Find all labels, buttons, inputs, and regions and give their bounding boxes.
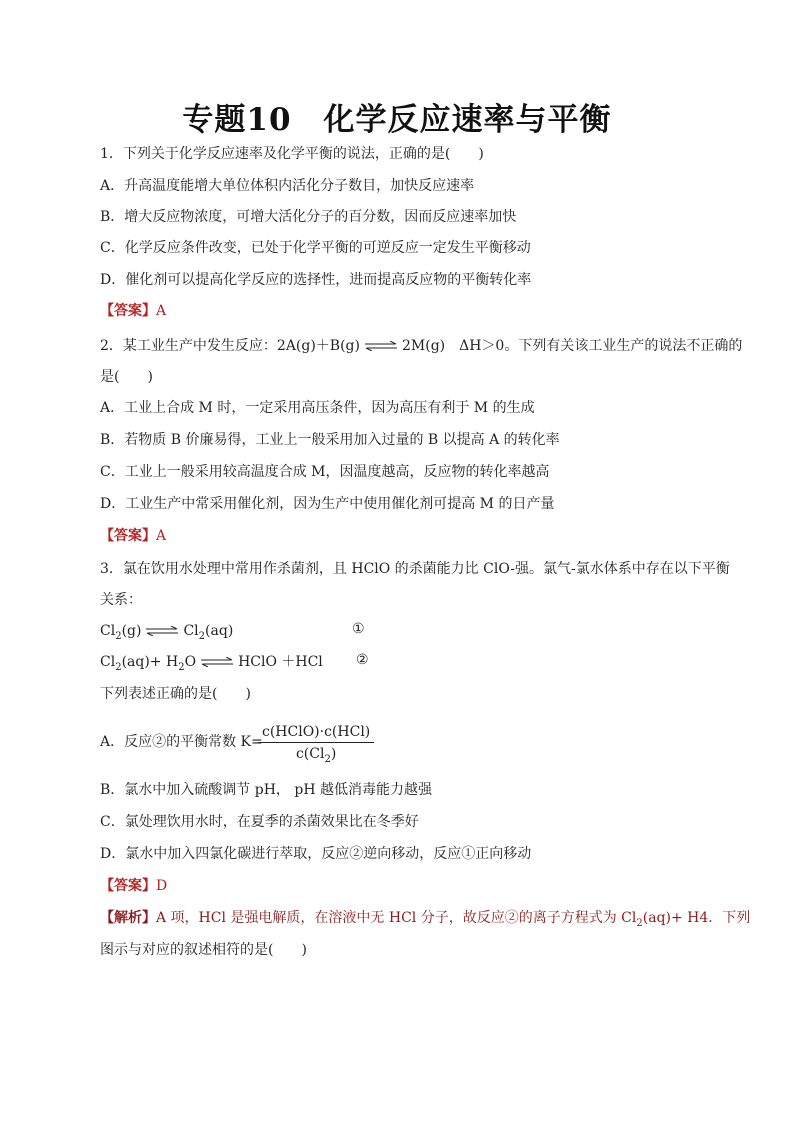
eq1-right-sub: 2 xyxy=(198,630,206,642)
q3-option-a: A．反应②的平衡常数 K= xyxy=(100,734,263,750)
q2-option-a: A．工业上合成 M 时，一定采用高压条件，因为高压有利于 M 的生成 xyxy=(100,400,535,416)
q3-explanation xyxy=(100,908,750,934)
page-title: 专题10 化学反应速率与平衡 xyxy=(182,102,612,138)
q4-stem: 图示与对应的叙述相符的是( ) xyxy=(100,942,307,958)
q3-equation-1 xyxy=(100,621,233,647)
eq1-left: Cl xyxy=(100,623,116,639)
eq1-left-sub: 2 xyxy=(115,630,122,642)
eq2-left: Cl xyxy=(100,654,116,670)
q2-stem-part2: 2M(g) ΔH＞0。下列有关该工业生产的说法不正确的 xyxy=(401,338,743,354)
q2-stem xyxy=(100,336,742,356)
q2-option-d: D．工业生产中常采用催化剂，因为生产中使用催化剂可提高 M 的日产量 xyxy=(100,496,555,512)
answer-label: 【答案】 xyxy=(100,878,156,894)
answer-value: A xyxy=(156,303,167,319)
q3-answer xyxy=(100,876,167,896)
eq2-left-sub: 2 xyxy=(115,661,122,673)
q3-option-b: B．氯水中加入硫酸调节 pH， pH 越低消毒能力越强 xyxy=(100,782,432,798)
eq1-left-tail: (g) xyxy=(121,623,142,639)
q1-option-c: C．化学反应条件改变，已处于化学平衡的可逆反应一定发生平衡移动 xyxy=(100,240,531,256)
eq2-number: ② xyxy=(356,652,369,668)
answer-label: 【答案】 xyxy=(100,303,156,319)
q1-answer xyxy=(100,301,166,321)
fraction-denominator xyxy=(258,743,374,771)
explanation-text-tail: (aq)+ H4．下列 xyxy=(642,910,751,926)
eq1-right: Cl xyxy=(183,623,199,639)
q3-stem-cont: 关系： xyxy=(100,592,142,608)
q2-option-b: B．若物质 B 价廉易得，工业上一般采用加入过量的 B 以提高 A 的转化率 xyxy=(100,432,560,448)
answer-label: 【答案】 xyxy=(100,528,156,544)
equilibrium-arrow-icon xyxy=(145,626,179,636)
equilibrium-constant-fraction xyxy=(258,722,374,771)
q1-stem: 1．下列关于化学反应速率及化学平衡的说法，正确的是( ) xyxy=(100,146,484,162)
q3-prompt: 下列表述正确的是( ) xyxy=(100,686,251,702)
q2-stem-part1: 2．某工业生产中发生反应：2A(g)＋B(g) xyxy=(100,338,360,354)
fraction-numerator: c(HClO)·c(HCl) xyxy=(258,722,374,743)
answer-value: A xyxy=(156,528,167,544)
q3-equation-2 xyxy=(100,652,323,678)
eq2-left-tail: (aq)+ H xyxy=(121,654,179,670)
q2-answer xyxy=(100,526,166,546)
eq2-h-sub: 2 xyxy=(178,661,185,673)
eq2-right: HClO ＋HCl xyxy=(238,654,323,670)
q1-option-a: A．升高温度能增大单位体积内活化分子数目，加快反应速率 xyxy=(100,178,475,194)
q1-option-b: B．增大反应物浓度，可增大活化分子的百分数，因而反应速率加快 xyxy=(100,209,517,225)
q3-option-d: D．氯水中加入四氯化碳进行萃取，反应②逆向移动，反应①正向移动 xyxy=(100,846,532,862)
equilibrium-arrow-icon xyxy=(364,341,398,351)
den-tail: ) xyxy=(330,746,337,762)
den-sub: 2 xyxy=(324,753,331,765)
q2-stem-cont: 是( ) xyxy=(100,369,153,385)
equilibrium-arrow-icon xyxy=(200,657,234,667)
q1-option-d: D．催化剂可以提高化学反应的选择性，进而提高反应物的平衡转化率 xyxy=(100,272,532,288)
explanation-label: 【解析】 xyxy=(100,910,156,926)
q3-option-c: C．氯处理饮用水时，在夏季的杀菌效果比在冬季好 xyxy=(100,814,419,830)
eq1-number: ① xyxy=(352,621,365,637)
eq1-right-tail: (aq) xyxy=(205,623,234,639)
answer-value: D xyxy=(156,878,168,894)
explanation-sub: 2 xyxy=(636,917,643,929)
q3-stem: 3．氯在饮用水处理中常用作杀菌剂，且 HClO 的杀菌能力比 ClO-强。氯气-氯水体系中存在以下平衡 xyxy=(100,561,730,577)
q2-option-c: C．工业上一般采用较高温度合成 M，因温度越高，反应物的转化率越高 xyxy=(100,464,550,480)
explanation-text: A 项，HCl 是强电解质，在溶液中无 HCl 分子，故反应②的离子方程式为 Cl xyxy=(156,910,637,926)
eq2-o: O xyxy=(184,654,197,670)
den-text: c(Cl xyxy=(295,746,325,762)
